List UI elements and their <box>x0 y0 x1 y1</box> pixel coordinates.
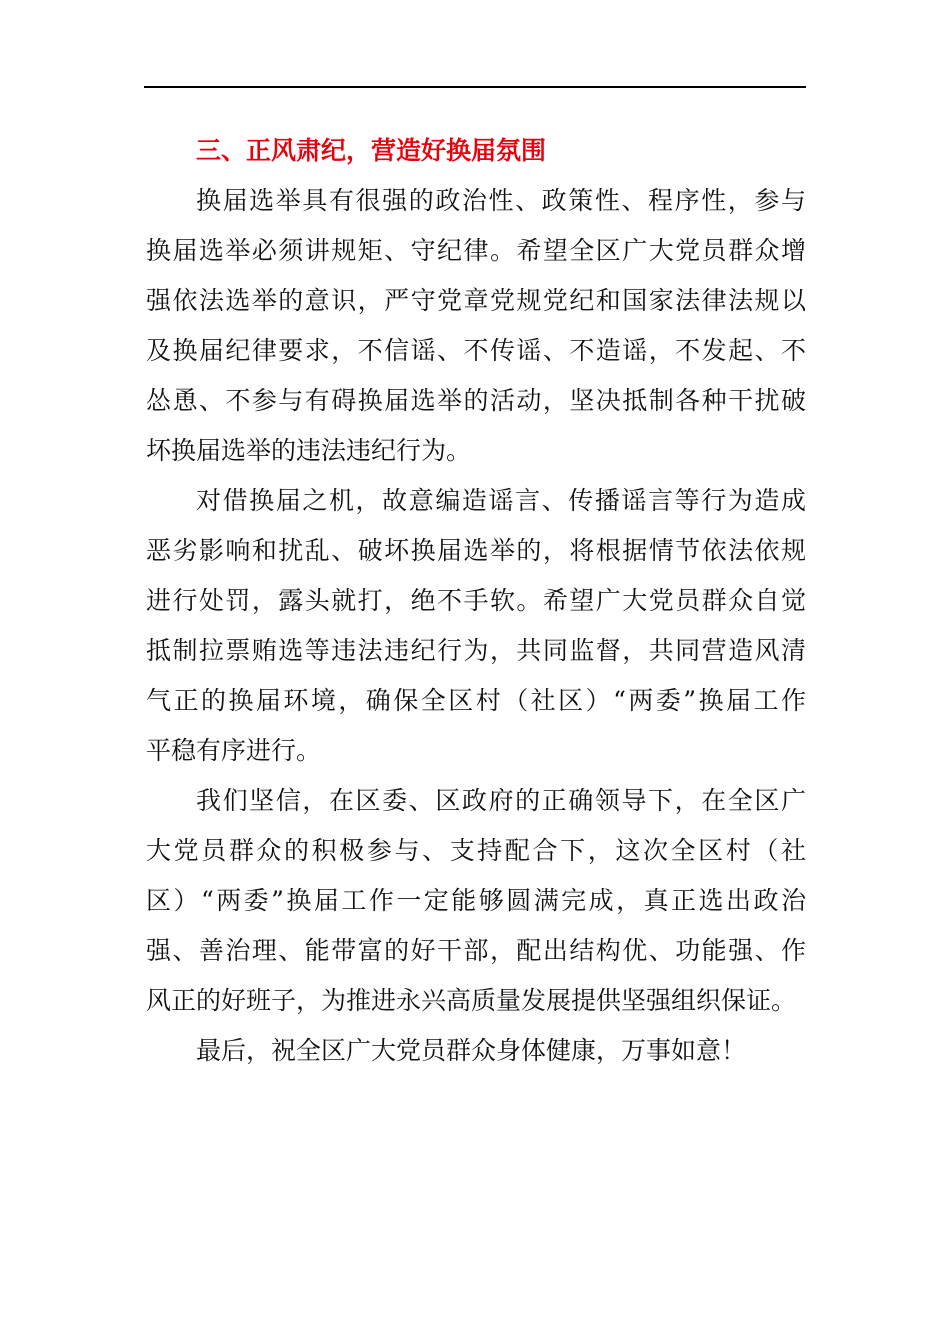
text-line: 换届选举必须讲规矩、守纪律。希望全区广大党员群众增 <box>146 236 806 265</box>
text-line: 恶劣影响和扰乱、破坏换届选举的，将根据情节依法依规 <box>146 536 806 565</box>
text-line: 抵制拉票贿选等违法违纪行为，共同监督，共同营造风清 <box>146 636 806 665</box>
text-line: 我们坚信，在区委、区政府的正确领导下，在全区广 <box>196 786 806 815</box>
text-line: 平稳有序进行。 <box>146 736 322 765</box>
text-line: 气正的换届环境，确保全区村（社区）“两委”换届工作 <box>146 686 806 715</box>
paragraph-1 <box>146 176 806 476</box>
text-line: 风正的好班子，为推进永兴高质量发展提供坚强组织保证。 <box>146 986 797 1015</box>
paragraph-4 <box>146 1026 806 1076</box>
text-line: 怂恿、不参与有碍换届选举的活动，坚决抵制各种干扰破 <box>146 386 806 415</box>
text-line: 及换届纪律要求，不信谣、不传谣、不造谣，不发起、不 <box>146 336 806 365</box>
paragraph-2 <box>146 476 806 776</box>
text-line: 进行处罚，露头就打，绝不手软。希望广大党员群众自觉 <box>146 586 806 615</box>
text-line: 对借换届之机，故意编造谣言、传播谣言等行为造成 <box>196 486 806 515</box>
header-rule <box>144 86 806 88</box>
text-line: 最后，祝全区广大党员群众身体健康，万事如意！ <box>196 1036 747 1065</box>
text-line: 区）“两委”换届工作一定能够圆满完成，真正选出政治 <box>146 886 806 915</box>
text-line: 强依法选举的意识，严守党章党规党纪和国家法律法规以 <box>146 286 806 315</box>
text-line: 换届选举具有很强的政治性、政策性、程序性，参与 <box>196 186 806 215</box>
section-heading: 三、正风肃纪，营造好换届氛围 <box>196 136 547 165</box>
paragraph-3 <box>146 776 806 1026</box>
text-line: 强、善治理、能带富的好干部，配出结构优、功能强、作 <box>146 936 806 965</box>
page-content <box>146 126 806 1076</box>
text-line: 坏换届选举的违法违纪行为。 <box>146 436 472 465</box>
text-line: 大党员群众的积极参与、支持配合下，这次全区村（社 <box>146 836 806 865</box>
